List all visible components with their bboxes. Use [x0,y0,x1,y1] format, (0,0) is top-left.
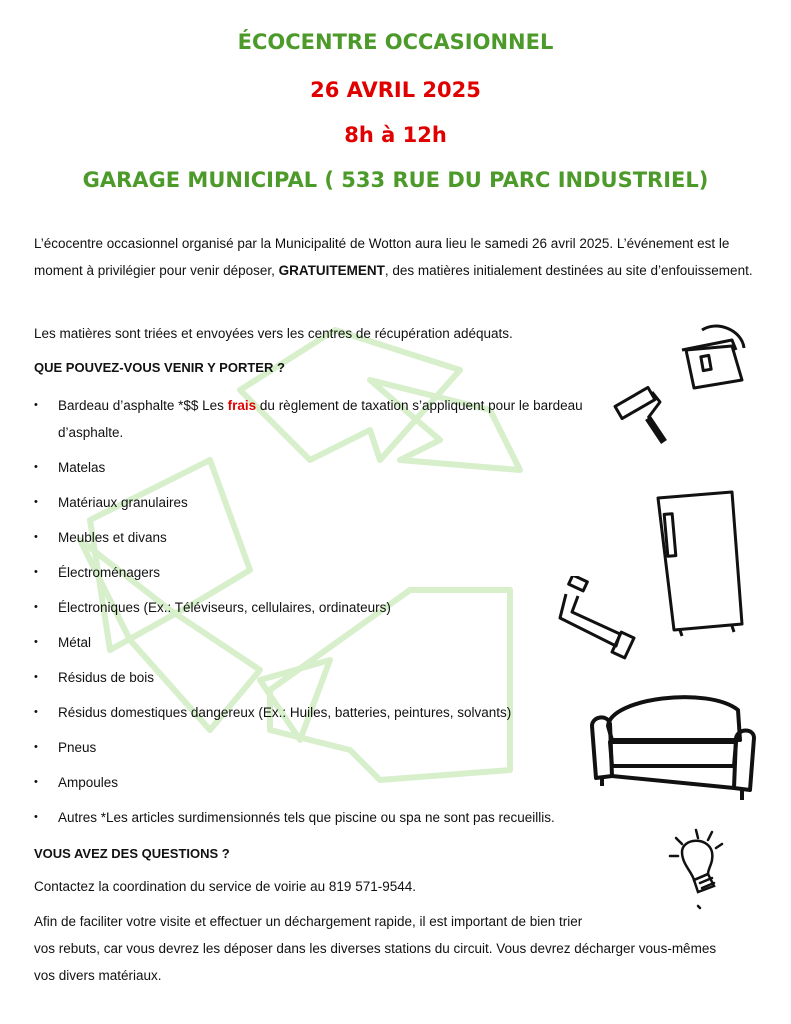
list-item [34,454,594,481]
list-item-text: Pneus [58,740,97,755]
list-item-highlight: frais [227,398,257,413]
closing-line-3: vos divers matériaux. [34,968,162,983]
event-title: ÉCOCENTRE OCCASIONNEL [237,30,554,54]
list-item [34,594,594,621]
closing-line-2: vos rebuts, car vous devrez les déposer dans les diverses stations du circuit. Vous devrez décharger vous-mêmes [34,941,717,956]
bullet: • [34,566,38,578]
paint-roller-icon [612,378,672,450]
list-item-text: Résidus domestiques dangereux (Ex.: Huiles, batteries, peintures, solvants) [58,705,512,720]
sofa-icon [588,680,756,804]
event-location: GARAGE MUNICIPAL ( 533 RUE DU PARC INDUSTRIEL) [82,168,709,192]
accepted-items-list [34,392,594,839]
list-item-text: du règlement de taxation s’appliquent pour le bardeau d’asphalte. [58,398,583,440]
list-item [34,699,594,726]
list-item [34,524,594,551]
list-item-text: Matelas [58,460,106,475]
list-item-text: Meubles et divans [58,530,167,545]
list-item-text: Matériaux granulaires [58,495,188,510]
event-hours: 8h à 12h [344,123,447,147]
list-item [34,489,594,516]
bullet: • [34,531,38,543]
refrigerator-icon [652,488,748,638]
bullet: • [34,636,38,648]
list-item-text: Résidus de bois [58,670,155,685]
bullet: • [34,496,38,508]
bullet: • [34,601,38,613]
closing-line-1: Afin de faciliter votre visite et effectuer un déchargement rapide, il est important de bien trier [34,914,583,929]
bullet: • [34,671,38,683]
list-item [34,559,594,586]
list-item [34,392,594,446]
intro-text-part1: L’écocentre occasionnel organisé par la Municipalité de Wotton aura lieu le samedi 26 avril 2025. L’événement est le moment à privilégier pour venir déposer, [34,236,730,278]
contact-line: Contactez la coordination du service de voirie au 819 571-9544. [34,879,416,894]
list-item-text: Autres *Les articles surdimensionnés tels que piscine ou spa ne sont pas recueillis. [58,810,555,825]
list-item-text: Électroniques (Ex.: Téléviseurs, cellulaires, ordinateurs) [58,600,391,615]
list-item-text: Métal [58,635,92,650]
bullet: • [34,811,38,823]
list-item [34,664,594,691]
questions-title: VOUS AVEZ DES QUESTIONS ? [34,846,230,861]
sorting-note: Les matières sont triées et envoyées vers les centres de récupération adéquats. [34,326,513,341]
bullet: • [34,741,38,753]
bullet: • [34,461,38,473]
paint-bucket-icon [672,320,752,400]
list-item [34,629,594,656]
list-item [34,804,594,831]
intro-paragraph [34,230,764,284]
light-bulb-icon [668,828,732,910]
intro-text-part2: , des matières initialement destinées au site d’enfouissement. [384,263,753,278]
bullet: • [34,706,38,718]
bullet: • [34,399,38,411]
event-date: 26 AVRIL 2025 [310,78,481,102]
list-item [34,769,594,796]
list-item [34,734,594,761]
list-item-text: Bardeau d’asphalte *$$ Les [58,398,228,413]
items-section-title: QUE POUVEZ-VOUS VENIR Y PORTER ? [34,360,285,375]
intro-bold: GRATUITEMENT [278,263,385,278]
faucet-pipe-icon [558,576,638,666]
bullet: • [34,776,38,788]
list-item-text: Électroménagers [58,565,161,580]
list-item-text: Ampoules [58,775,119,790]
